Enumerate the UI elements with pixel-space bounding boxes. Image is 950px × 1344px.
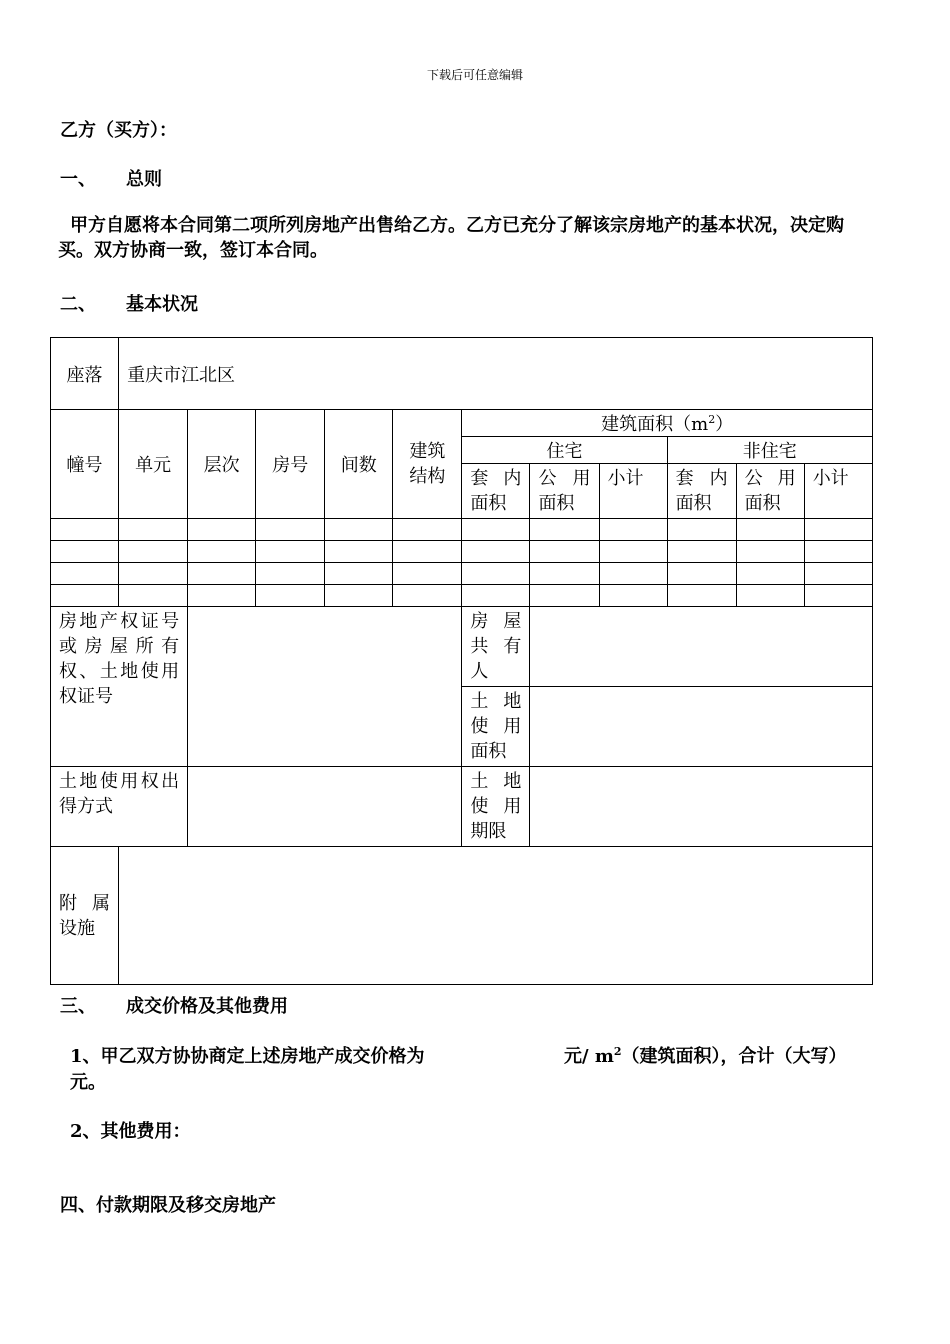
table-cell[interactable] bbox=[325, 585, 393, 607]
land-method-value[interactable] bbox=[188, 767, 462, 847]
res-public-area-line1: 公 用 bbox=[538, 468, 591, 489]
table-cell[interactable] bbox=[51, 519, 119, 541]
table-cell[interactable] bbox=[530, 541, 599, 563]
table-cell[interactable] bbox=[462, 563, 530, 585]
table-cell[interactable] bbox=[188, 563, 256, 585]
table-cell[interactable] bbox=[325, 563, 393, 585]
table-row bbox=[51, 519, 873, 541]
table-cell[interactable] bbox=[530, 585, 599, 607]
table-cell[interactable] bbox=[736, 563, 804, 585]
table-cell[interactable] bbox=[462, 519, 530, 541]
table-cell[interactable] bbox=[667, 541, 736, 563]
nonres-public-area-line1: 公 用 bbox=[744, 468, 796, 489]
land-area-value[interactable] bbox=[530, 687, 873, 767]
col-floor: 层次 bbox=[188, 410, 256, 519]
table-cell[interactable] bbox=[530, 519, 599, 541]
nonres-public-area bbox=[736, 464, 804, 519]
cert-number-value[interactable] bbox=[188, 607, 462, 767]
nonres-inner-area bbox=[667, 464, 736, 519]
table-cell[interactable] bbox=[325, 519, 393, 541]
res-public-area bbox=[530, 464, 599, 519]
table-cell[interactable] bbox=[51, 585, 119, 607]
land-method-label: 土地使用权出得方式 bbox=[51, 767, 188, 847]
col-structure bbox=[393, 410, 462, 519]
property-status-table bbox=[50, 337, 873, 985]
price-line-end: 元。 bbox=[70, 1072, 106, 1093]
table-cell[interactable] bbox=[736, 519, 804, 541]
non-residential-header: 非住宅 bbox=[667, 437, 872, 464]
other-fees: 2、其他费用： bbox=[70, 1121, 191, 1142]
price-unit-text: 元/ m bbox=[564, 1046, 614, 1067]
col-structure-line2: 结构 bbox=[409, 466, 446, 487]
table-cell[interactable] bbox=[599, 585, 667, 607]
nonres-subtotal: 小计 bbox=[804, 464, 872, 519]
table-cell[interactable] bbox=[188, 541, 256, 563]
table-cell[interactable] bbox=[736, 585, 804, 607]
table-cell[interactable] bbox=[393, 585, 462, 607]
col-structure-line1: 建筑 bbox=[409, 441, 446, 462]
table-cell[interactable] bbox=[119, 519, 188, 541]
res-inner-area bbox=[462, 464, 530, 519]
table-cell[interactable] bbox=[667, 519, 736, 541]
residential-header: 住宅 bbox=[462, 437, 667, 464]
nonres-public-area-line2: 面积 bbox=[744, 493, 781, 514]
col-unit: 单元 bbox=[119, 410, 188, 519]
table-cell[interactable] bbox=[256, 519, 325, 541]
table-cell[interactable] bbox=[119, 563, 188, 585]
res-public-area-line2: 面积 bbox=[538, 493, 575, 514]
res-subtotal: 小计 bbox=[599, 464, 667, 519]
table-cell[interactable] bbox=[51, 563, 119, 585]
table-row bbox=[51, 563, 873, 585]
area-header-end: ） bbox=[715, 414, 734, 435]
table-cell[interactable] bbox=[667, 563, 736, 585]
location-label: 座落 bbox=[51, 338, 119, 410]
table-row bbox=[51, 541, 873, 563]
table-cell[interactable] bbox=[804, 563, 872, 585]
section3-number: 三、 bbox=[60, 996, 96, 1017]
col-room-no: 房号 bbox=[256, 410, 325, 519]
location-value: 重庆市江北区 bbox=[119, 338, 873, 410]
nonres-inner-area-line2: 面积 bbox=[675, 493, 712, 514]
price-unit-rest: （建筑面积），合计（大写） bbox=[621, 1046, 847, 1067]
section1-title: 总则 bbox=[126, 169, 162, 190]
table-cell[interactable] bbox=[393, 541, 462, 563]
table-cell[interactable] bbox=[462, 541, 530, 563]
table-cell[interactable] bbox=[667, 585, 736, 607]
table-cell[interactable] bbox=[599, 563, 667, 585]
price-unit-sup: 2 bbox=[613, 1045, 622, 1058]
table-cell[interactable] bbox=[599, 541, 667, 563]
table-cell[interactable] bbox=[256, 541, 325, 563]
area-header-sup: 2 bbox=[708, 413, 716, 426]
col-room-count: 间数 bbox=[325, 410, 393, 519]
table-cell[interactable] bbox=[804, 585, 872, 607]
party-b-label: 乙方（买方）： bbox=[60, 120, 177, 141]
table-cell[interactable] bbox=[393, 563, 462, 585]
cert-number-label: 房地产权证号或房屋所有权、土地使用权证号 bbox=[51, 607, 188, 767]
table-cell[interactable] bbox=[256, 585, 325, 607]
res-inner-area-line1: 套 内 bbox=[470, 468, 522, 489]
area-header bbox=[462, 410, 873, 437]
table-cell[interactable] bbox=[736, 541, 804, 563]
facilities-label: 附 属 设施 bbox=[51, 847, 119, 985]
price-unit bbox=[564, 1042, 847, 1068]
table-cell[interactable] bbox=[530, 563, 599, 585]
section1-number: 一、 bbox=[60, 169, 96, 190]
land-area-label: 土 地 使 用 面积 bbox=[462, 687, 530, 767]
table-cell[interactable] bbox=[325, 541, 393, 563]
section2-number: 二、 bbox=[60, 294, 96, 315]
table-cell[interactable] bbox=[119, 541, 188, 563]
table-cell[interactable] bbox=[119, 585, 188, 607]
section2-title: 基本状况 bbox=[126, 294, 198, 315]
table-cell[interactable] bbox=[462, 585, 530, 607]
co-owner-value[interactable] bbox=[530, 607, 873, 687]
table-cell[interactable] bbox=[188, 585, 256, 607]
section3-title: 成交价格及其他费用 bbox=[126, 996, 288, 1017]
co-owner-label: 房 屋 共 有 人 bbox=[462, 607, 530, 687]
land-term-value[interactable] bbox=[530, 767, 873, 847]
table-cell[interactable] bbox=[393, 519, 462, 541]
facilities-value[interactable] bbox=[119, 847, 873, 985]
section4-title: 四、付款期限及移交房地产 bbox=[60, 1195, 276, 1216]
table-row bbox=[51, 585, 873, 607]
table-cell[interactable] bbox=[256, 563, 325, 585]
table-cell[interactable] bbox=[599, 519, 667, 541]
price-line-start: 1、甲乙双方协协商定上述房地产成交价格为 bbox=[70, 1046, 425, 1067]
table-cell[interactable] bbox=[51, 541, 119, 563]
land-term-label: 土 地 使 用 期限 bbox=[462, 767, 530, 847]
area-header-text: 建筑面积（m bbox=[601, 414, 709, 435]
table-cell[interactable] bbox=[804, 541, 872, 563]
nonres-inner-area-line1: 套 内 bbox=[675, 468, 728, 489]
table-cell[interactable] bbox=[188, 519, 256, 541]
header-note: 下载后可任意编辑 bbox=[426, 68, 523, 82]
res-inner-area-line2: 面积 bbox=[470, 493, 507, 514]
section1-body: 甲方自愿将本合同第二项所列房地产出售给乙方。乙方已充分了解该宗房地产的基本状况，决定购买。双方协商一致，签订本合同。 bbox=[58, 215, 844, 261]
col-building-no: 幢号 bbox=[51, 410, 119, 519]
table-cell[interactable] bbox=[804, 519, 872, 541]
